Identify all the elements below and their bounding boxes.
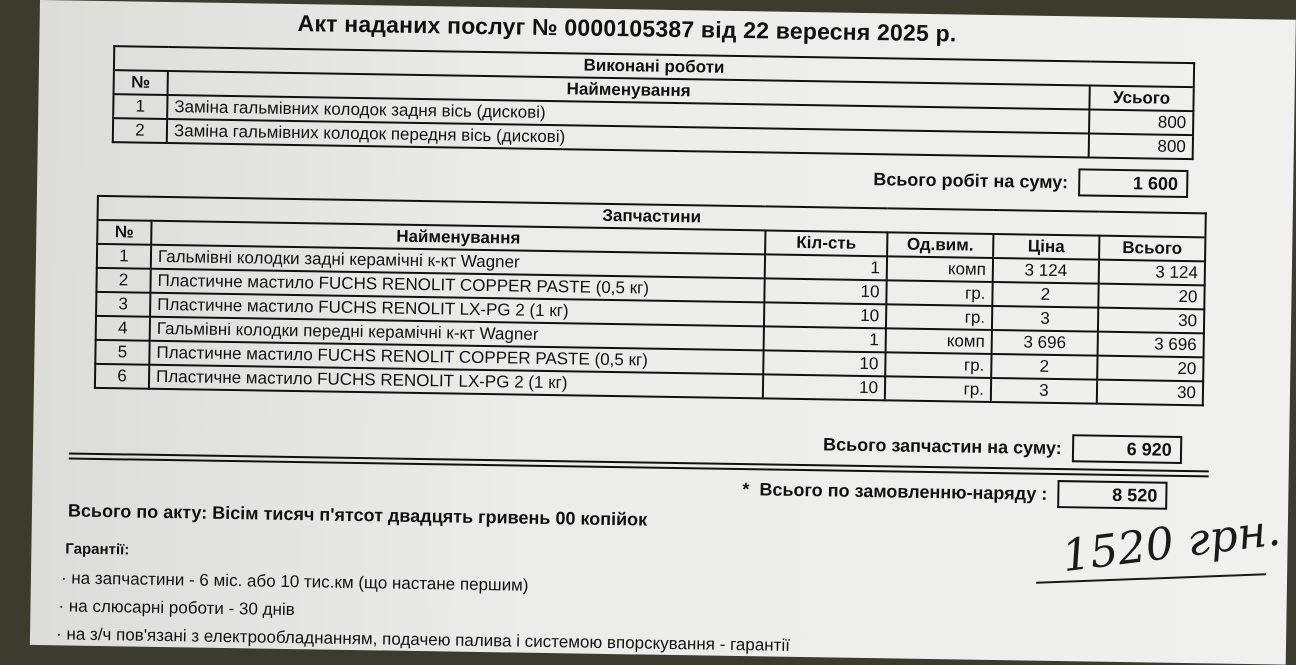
- parts-row-name: Гальмівні колодки задні керамічні к-кт Wagner: [151, 245, 765, 279]
- parts-row-total: 3 124: [1099, 260, 1205, 286]
- parts-row-price: 3 124: [993, 258, 1099, 284]
- parts-row-num: 3: [96, 292, 150, 317]
- parts-row-qty: 10: [764, 278, 886, 304]
- works-col-total: Усього: [1089, 85, 1193, 111]
- parts-col-unit: Од.вим.: [887, 232, 993, 258]
- parts-sum-value: 6 920: [1072, 434, 1182, 464]
- act-total-text: Всього по акту: Вісім тисяч п'ятсот двадцять гривень 00 копійок: [67, 500, 648, 530]
- parts-row-name: Пластичне мастило FUCHS RENOLIT COPPER PASTE (0,5 кг): [150, 269, 764, 303]
- parts-row-num: 4: [96, 316, 150, 341]
- parts-row-num: 2: [96, 268, 150, 293]
- works-sum-label: Всього робіт на суму:: [873, 168, 1069, 192]
- parts-row-num: 5: [95, 340, 149, 365]
- warranty-title: Гарантії:: [65, 540, 130, 559]
- parts-row-qty: 10: [763, 374, 885, 400]
- parts-row-name: Пластичне мастило FUCHS RENOLIT LX-PG 2 (1 кг): [149, 365, 763, 399]
- parts-row-qty: 10: [764, 302, 886, 328]
- parts-table: [94, 195, 1207, 406]
- parts-row-price: 3: [991, 378, 1097, 404]
- works-col-num: №: [114, 70, 168, 95]
- parts-sum-label: Всього запчастин на суму:: [822, 433, 1062, 458]
- works-row-total: 800: [1089, 109, 1193, 135]
- parts-row-num: 6: [95, 364, 149, 389]
- works-row-name: Заміна гальмівних колодок задня вісь (дискові): [167, 95, 1089, 133]
- works-row-total: 800: [1089, 133, 1193, 159]
- order-total-marker: *: [742, 478, 750, 499]
- order-total-value: 8 520: [1057, 480, 1167, 510]
- works-sum: [873, 165, 1188, 198]
- order-total: [742, 475, 1167, 510]
- parts-row-unit: гр.: [886, 280, 992, 306]
- document-title: Акт наданих послуг № 0000105387 від 22 вересня 2025 р.: [297, 10, 957, 47]
- parts-row-qty: 10: [763, 350, 885, 376]
- parts-col-num: №: [97, 220, 151, 245]
- parts-row-unit: комп: [887, 256, 993, 282]
- handwritten-note: 1520 грн.: [1059, 504, 1284, 583]
- parts-row-num: 1: [97, 244, 151, 269]
- works-table: [112, 45, 1195, 160]
- parts-row-price: 3 696: [992, 330, 1098, 356]
- parts-row-total: 20: [1097, 356, 1203, 382]
- parts-row-name: Гальмівні колодки передні керамічні к-кт Wagner: [150, 317, 764, 351]
- parts-col-qty: Кіл-сть: [765, 230, 887, 256]
- parts-row-total: 30: [1098, 308, 1204, 334]
- parts-row-price: 3: [992, 306, 1098, 332]
- parts-row-unit: комп: [886, 328, 992, 354]
- works-col-name: Найменування: [168, 71, 1090, 109]
- parts-col-name: Найменування: [151, 221, 765, 255]
- document-page: [30, 0, 1296, 665]
- parts-row-name: Пластичне мастило FUCHS RENOLIT COPPER PASTE (0,5 кг): [149, 341, 763, 375]
- parts-row-price: 2: [991, 354, 1097, 380]
- list-item: · на слюсарні роботи - 30 днів: [58, 596, 295, 620]
- parts-row-qty: 1: [764, 326, 886, 352]
- parts-row-name: Пластичне мастило FUCHS RENOLIT LX-PG 2 (1 кг): [150, 293, 764, 327]
- parts-row-price: 2: [992, 282, 1098, 308]
- works-row-name: Заміна гальмівних колодок передня вісь (дискові): [167, 119, 1089, 157]
- parts-section-title: Запчастини: [98, 196, 1206, 237]
- parts-col-price: Ціна: [993, 234, 1099, 260]
- parts-row-total: 30: [1097, 380, 1203, 406]
- parts-row-unit: гр.: [886, 304, 992, 330]
- works-sum-value: 1 600: [1078, 168, 1188, 198]
- parts-row-unit: гр.: [885, 352, 991, 378]
- parts-row-unit: гр.: [885, 376, 991, 402]
- parts-row-total: 20: [1098, 284, 1204, 310]
- works-section-title: Виконані роботи: [114, 46, 1194, 87]
- works-row-num: 2: [113, 118, 167, 143]
- parts-sum: [823, 430, 1182, 464]
- order-total-label: Всього по замовленню-наряду :: [759, 478, 1048, 504]
- parts-row-total: 3 696: [1098, 332, 1204, 358]
- parts-col-total: Всього: [1099, 236, 1205, 262]
- works-row-num: 1: [113, 94, 167, 119]
- list-item: · на з/ч пов'язані з електрообладнанням, подачею палива і системою впорскування - гарантії: [55, 624, 791, 655]
- list-item: · на запчастини - 6 міс. або 10 тис.км (що настане першим): [60, 568, 529, 595]
- parts-row-qty: 1: [765, 254, 887, 280]
